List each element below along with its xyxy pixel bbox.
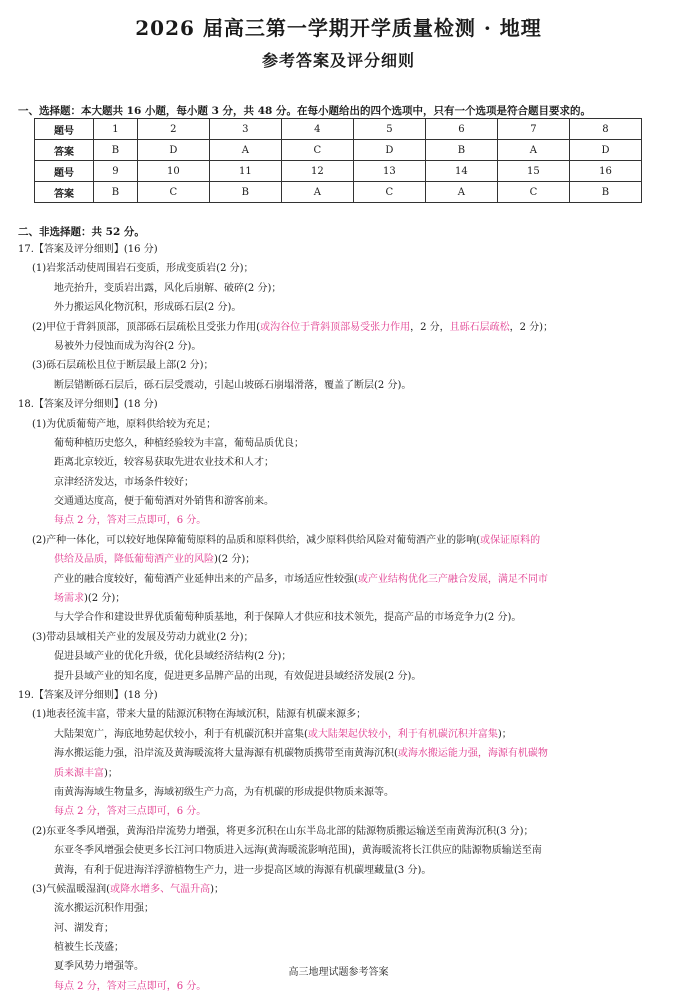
answer-text: 与大学合作和建设世界优质葡萄种质基地，利于保障人才供应和技术领先，提高产品的市场竞争力(2 分)。 bbox=[54, 612, 522, 624]
question-number-cell: 7 bbox=[497, 119, 569, 140]
answer-line bbox=[18, 589, 663, 608]
answer-text: 大陆架宽广，海底地势起伏较小，利于有机碳沉积并富集( bbox=[54, 728, 308, 740]
answer-text: 19.【答案及评分细则】(18 分) bbox=[18, 689, 158, 701]
answer-line bbox=[18, 453, 663, 472]
table-row-numbers bbox=[35, 119, 642, 140]
answer-line bbox=[18, 938, 663, 957]
answer-line bbox=[18, 919, 663, 938]
answer-line bbox=[18, 356, 663, 375]
page-title: 2026 届高三第一学期开学质量检测 · 地理 bbox=[135, 16, 542, 40]
answer-cell: D bbox=[137, 140, 209, 161]
section-nonchoice-heading: 二、非选择题：共 52 分。 bbox=[18, 226, 145, 238]
alternative-answer-text: 每点 2 分，答对三点即可，6 分。 bbox=[54, 515, 207, 527]
question-heading bbox=[18, 686, 663, 705]
question-number-cell: 14 bbox=[425, 161, 497, 182]
answer-line bbox=[18, 337, 663, 356]
question-number-cell: 6 bbox=[425, 119, 497, 140]
alternative-answer-text: 或产业结构优化三产融合发展，满足不同市 bbox=[357, 573, 548, 585]
row-label-number: 题号 bbox=[35, 119, 94, 140]
answer-cell: B bbox=[569, 182, 641, 203]
answer-text: (1)地表径流丰富，带来大量的陆源沉积物在海域沉积，陆源有机碳来源多； bbox=[32, 709, 367, 721]
answer-text: 断层错断砾石层后，砾石层受震动，引起山坡砾石崩塌滑落，覆盖了断层(2 分)。 bbox=[54, 379, 412, 391]
alternative-answer-text: 供给及品质，降低葡萄酒产业的风险 bbox=[54, 554, 214, 566]
answer-text: 交通通达度高，便于葡萄酒对外销售和游客前来。 bbox=[54, 496, 274, 508]
answer-cell: C bbox=[353, 182, 425, 203]
answer-cell: D bbox=[569, 140, 641, 161]
answer-line bbox=[18, 822, 663, 841]
answer-text: 河、湖发育； bbox=[54, 922, 114, 934]
answer-text: ，2 分)； bbox=[509, 321, 554, 333]
answer-text: 海水搬运能力强，沿岸流及黄海暖流将大量海源有机碳物质携带至南黄海沉积( bbox=[54, 748, 398, 760]
page-subtitle: 参考答案及评分细则 bbox=[261, 51, 415, 70]
answer-text: 提升县域产业的知名度，促进更多品牌产品的出现，有效促进县域经济发展(2 分)。 bbox=[54, 670, 422, 682]
answer-text: (3)砾石层疏松且位于断层最上部(2 分)； bbox=[32, 360, 214, 372]
answer-text: 距离北京较近，较容易获取先进农业技术和人才； bbox=[54, 457, 274, 469]
answer-line bbox=[18, 608, 663, 627]
answer-text: )(2 分)； bbox=[84, 593, 126, 605]
answer-cell: A bbox=[281, 182, 353, 203]
answer-line bbox=[18, 376, 663, 395]
row-label-answer: 答案 bbox=[35, 182, 94, 203]
answer-text: 夏季风势力增强等。 bbox=[54, 961, 144, 973]
table-row-numbers bbox=[35, 161, 642, 182]
answer-table bbox=[34, 118, 642, 203]
answer-line bbox=[18, 473, 663, 492]
answer-cell: C bbox=[497, 182, 569, 203]
alternative-answer-text: 或海水搬运能力强，海源有机碳物 bbox=[397, 748, 548, 760]
table-row-answers bbox=[35, 140, 642, 161]
section-choice-heading: 一、选择题：本大题共 16 小题，每小题 3 分，共 48 分。在每小题给出的四个选项中，只有一个选项是符合题目要求的。 bbox=[18, 105, 591, 117]
answer-cell: B bbox=[94, 182, 138, 203]
alternative-answer-text: 或沟谷位于背斜顶部易受张力作用 bbox=[260, 321, 411, 333]
alternative-answer-text: 每点 2 分，答对三点即可，6 分。 bbox=[54, 980, 207, 992]
answer-line bbox=[18, 764, 663, 783]
question-number-cell: 11 bbox=[209, 161, 281, 182]
alternative-answer-text: 或降水增多、气温升高 bbox=[110, 883, 211, 895]
answer-text: )； bbox=[497, 728, 512, 740]
alternative-answer-text: 或保证原料的 bbox=[480, 534, 541, 546]
question-number-cell: 9 bbox=[94, 161, 138, 182]
answer-line bbox=[18, 861, 663, 880]
answer-text: 黄海，有利于促进海洋浮游植物生产力，进一步提高区域的海源有机碳埋藏量(3 分)。 bbox=[54, 864, 432, 876]
answer-line bbox=[18, 705, 663, 724]
question-number-cell: 16 bbox=[569, 161, 641, 182]
row-label-number: 题号 bbox=[35, 161, 94, 182]
answer-text: 地壳抬升，变质岩出露，风化后崩解、破碎(2 分)； bbox=[54, 282, 282, 294]
answer-line bbox=[18, 511, 663, 530]
answer-line bbox=[18, 647, 663, 666]
table-row-answers bbox=[35, 182, 642, 203]
question-number-cell: 8 bbox=[569, 119, 641, 140]
alternative-answer-text: 或大陆架起伏较小，利于有机碳沉积并富集 bbox=[307, 728, 498, 740]
answer-text: 17.【答案及评分细则】(16 分) bbox=[18, 244, 158, 255]
answer-text: )； bbox=[210, 883, 224, 895]
answer-line bbox=[18, 550, 663, 569]
question-number-cell: 3 bbox=[209, 119, 281, 140]
alternative-answer-text: 每点 2 分，答对三点即可，6 分。 bbox=[54, 806, 207, 818]
answer-line bbox=[18, 279, 663, 298]
answer-text: 促进县域产业的优化升级，优化县域经济结构(2 分)； bbox=[54, 651, 292, 663]
answer-cell: B bbox=[425, 140, 497, 161]
answer-cell: A bbox=[497, 140, 569, 161]
question-heading bbox=[18, 395, 663, 414]
answer-cell: D bbox=[353, 140, 425, 161]
answer-text: 植被生长茂盛； bbox=[54, 942, 124, 954]
answer-text: 产业的融合度较好，葡萄酒产业延伸出来的产品多，市场适应性较强( bbox=[54, 573, 358, 585]
question-number-cell: 12 bbox=[281, 161, 353, 182]
alternative-answer-text: 质来源丰富 bbox=[54, 767, 104, 779]
answer-text: (3)气候温暖湿润( bbox=[32, 883, 111, 895]
answer-line bbox=[18, 434, 663, 453]
row-label-answer: 答案 bbox=[35, 140, 94, 161]
answer-text: 东亚冬季风增强会使更多长江河口物质进入远海(黄海暖流影响范围)，黄海暖流将长江供应的陆源物质输送至南 bbox=[54, 845, 542, 857]
answer-line bbox=[18, 318, 663, 337]
answer-text: (2)甲位于背斜顶部，顶部砾石层疏松且受张力作用( bbox=[32, 321, 261, 333]
page-footer: 高三地理试题参考答案 bbox=[288, 967, 389, 978]
answer-text: 18.【答案及评分细则】(18 分) bbox=[18, 399, 158, 411]
answer-line bbox=[18, 725, 663, 744]
question-number-cell: 4 bbox=[281, 119, 353, 140]
answer-text: )(2 分)； bbox=[214, 554, 256, 566]
question-number-cell: 15 bbox=[497, 161, 569, 182]
question-number-cell: 10 bbox=[137, 161, 209, 182]
answer-line bbox=[18, 628, 663, 647]
answer-cell: C bbox=[137, 182, 209, 203]
answer-line bbox=[18, 841, 663, 860]
answer-text: (1)岩浆活动使周围岩石变质，形成变质岩(2 分)； bbox=[32, 263, 254, 275]
answer-cell: A bbox=[425, 182, 497, 203]
answer-line bbox=[18, 783, 663, 802]
alternative-answer-text: 且砾石层疏松 bbox=[449, 321, 510, 333]
answer-cell: C bbox=[281, 140, 353, 161]
answer-cell: B bbox=[94, 140, 138, 161]
answer-text: 易被外力侵蚀而成为沟谷(2 分)。 bbox=[54, 340, 202, 352]
answer-line bbox=[18, 415, 663, 434]
answer-text: (1)为优质葡萄产地，原料供给较为充足； bbox=[32, 418, 217, 430]
answer-text: )； bbox=[104, 767, 118, 779]
answer-line bbox=[18, 977, 663, 996]
answer-line bbox=[18, 899, 663, 918]
answer-text: 京津经济发达，市场条件较好； bbox=[54, 476, 194, 488]
answer-text: (3)带动县域相关产业的发展及劳动力就业(2 分)； bbox=[32, 631, 254, 643]
answer-line bbox=[18, 802, 663, 821]
answer-line bbox=[18, 259, 663, 278]
question-number-cell: 2 bbox=[137, 119, 209, 140]
question-number-cell: 1 bbox=[94, 119, 138, 140]
answer-content bbox=[18, 240, 663, 996]
answer-text: ，2 分， bbox=[410, 321, 450, 333]
question-number-cell: 5 bbox=[353, 119, 425, 140]
answer-cell: A bbox=[209, 140, 281, 161]
alternative-answer-text: 场需求 bbox=[54, 593, 84, 605]
answer-text: 南黄海海域生物量多，海域初级生产力高，为有机碳的形成提供物质来源等。 bbox=[54, 786, 394, 798]
answer-text: (2)产种一体化，可以较好地保障葡萄原料的品质和原料供给，减少原料供给风险对葡萄酒产业的影响( bbox=[32, 534, 481, 546]
answer-text: 流水搬运沉积作用强； bbox=[54, 903, 154, 915]
answer-line bbox=[18, 298, 663, 317]
answer-line bbox=[18, 667, 663, 686]
answer-line bbox=[18, 744, 663, 763]
answer-text: 葡萄种植历史悠久，种植经验较为丰富，葡萄品质优良； bbox=[54, 437, 304, 449]
answer-line bbox=[18, 570, 663, 589]
answer-line bbox=[18, 492, 663, 511]
answer-text: (2)东亚冬季风增强，黄海沿岸流势力增强，将更多沉积在山东半岛北部的陆源物质搬运输送至南黄海沉积(3 分)； bbox=[32, 825, 534, 837]
question-number-cell: 13 bbox=[353, 161, 425, 182]
answer-text: 外力搬运风化物沉积，形成砾石层(2 分)。 bbox=[54, 302, 242, 314]
answer-cell: B bbox=[209, 182, 281, 203]
answer-line bbox=[18, 531, 663, 550]
answer-line bbox=[18, 880, 663, 899]
question-heading bbox=[18, 240, 663, 259]
